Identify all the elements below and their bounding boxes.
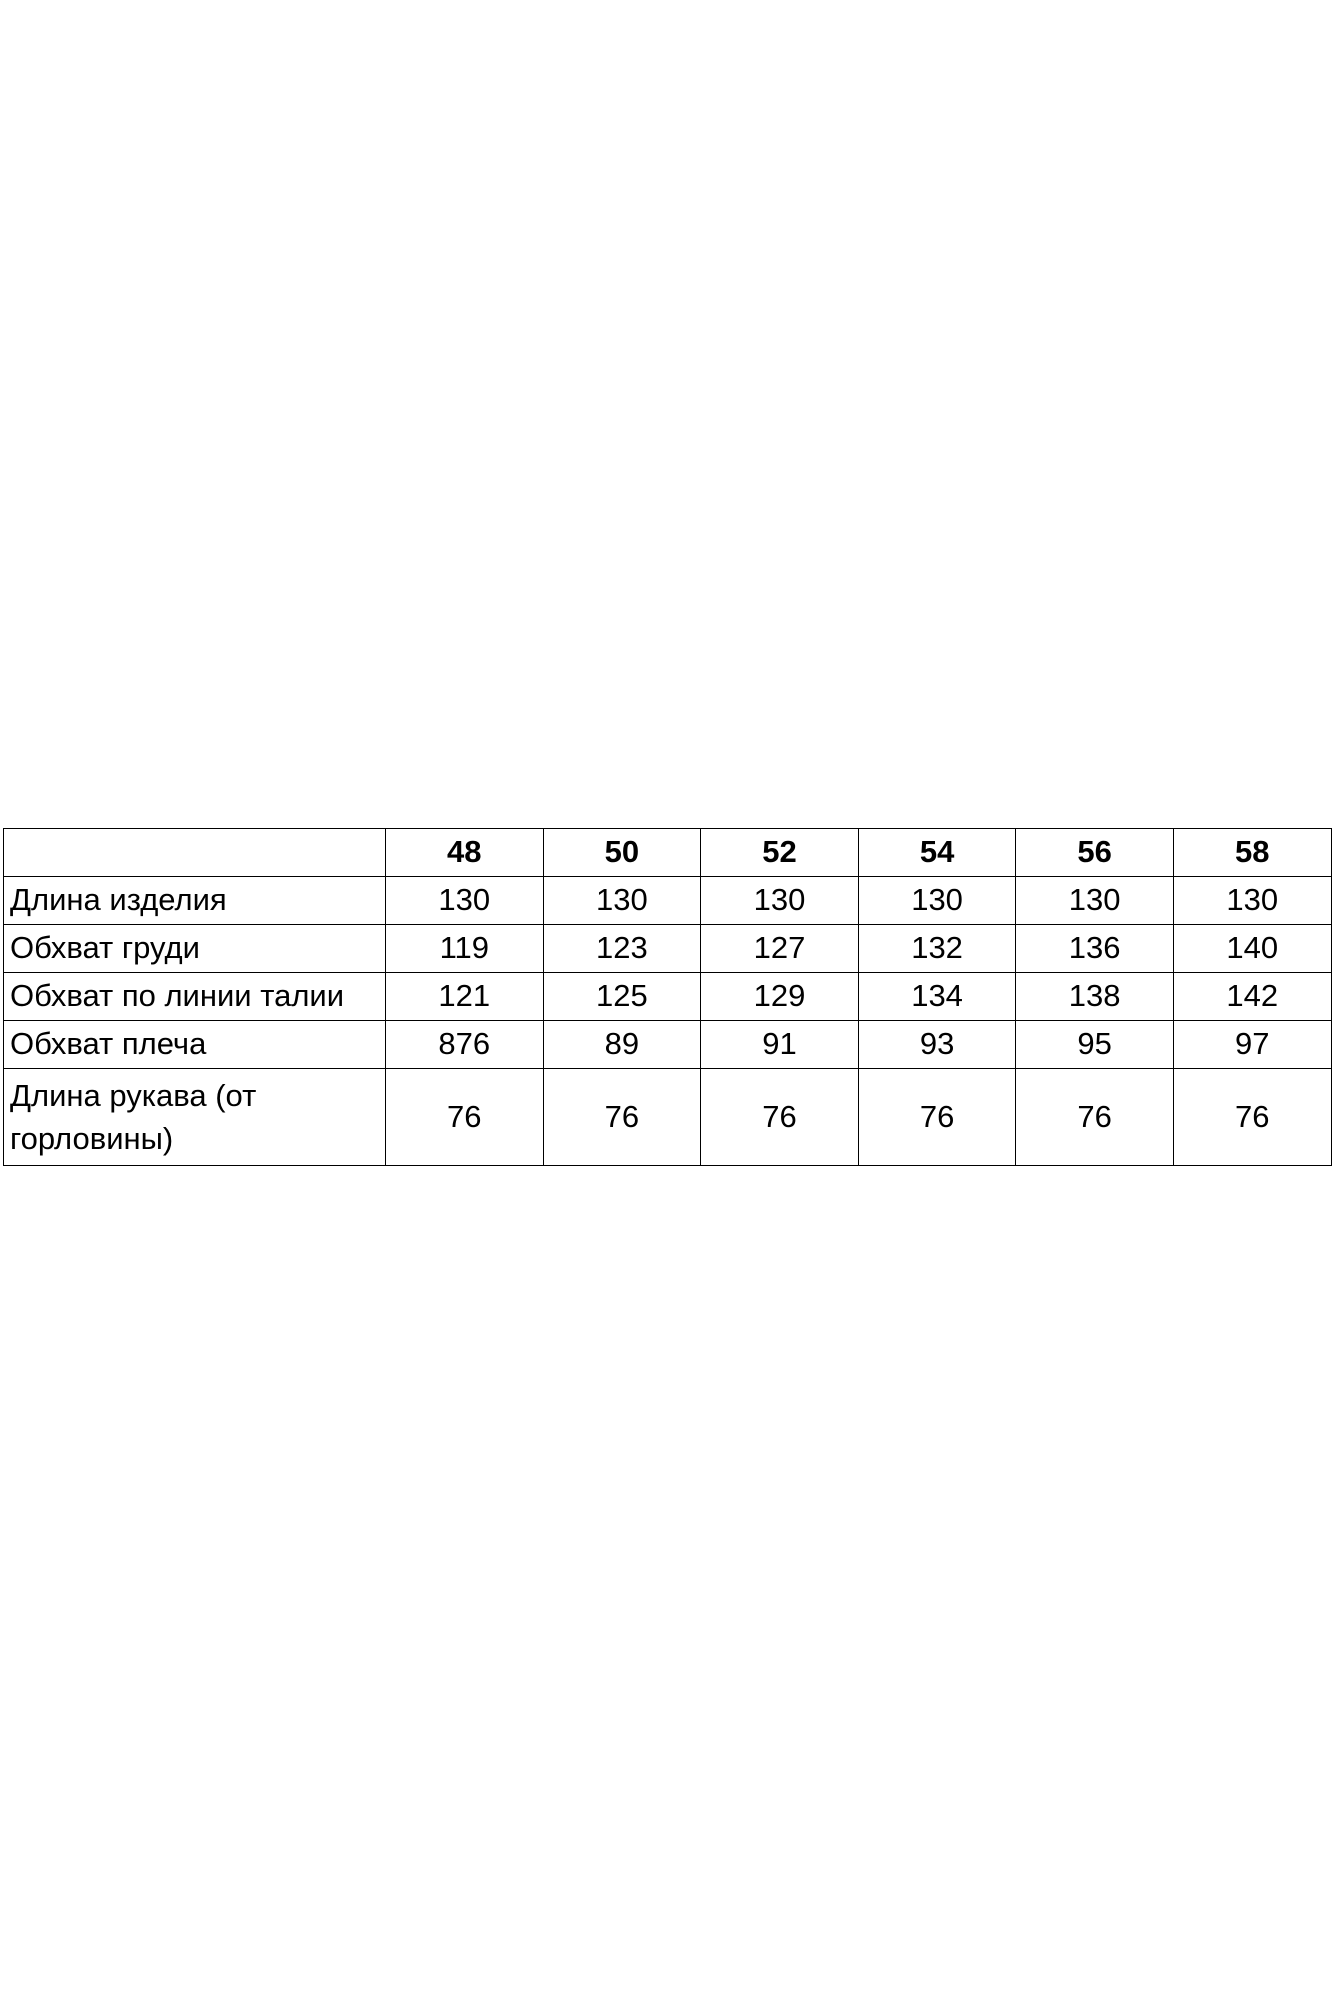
table-cell: 134 (858, 973, 1016, 1021)
header-size-cell: 48 (386, 829, 544, 877)
row-label-cell: Обхват груди (4, 925, 386, 973)
table-cell: 130 (386, 877, 544, 925)
table-cell: 97 (1173, 1021, 1331, 1069)
table-cell: 138 (1016, 973, 1174, 1021)
table-cell: 130 (1173, 877, 1331, 925)
header-size-cell: 52 (701, 829, 859, 877)
table-cell: 142 (1173, 973, 1331, 1021)
table-cell: 129 (701, 973, 859, 1021)
row-label-cell: Обхват плеча (4, 1021, 386, 1069)
header-size-cell: 54 (858, 829, 1016, 877)
table-cell: 127 (701, 925, 859, 973)
table-cell: 130 (858, 877, 1016, 925)
table-cell: 76 (1016, 1069, 1174, 1166)
table-row (4, 1069, 1332, 1166)
table-cell: 91 (701, 1021, 859, 1069)
row-label-cell: Длина рукава (от горловины) (4, 1069, 386, 1166)
table-row (4, 1021, 1332, 1069)
table-cell: 76 (1173, 1069, 1331, 1166)
table-cell: 76 (858, 1069, 1016, 1166)
header-size-cell: 58 (1173, 829, 1331, 877)
table-cell: 76 (701, 1069, 859, 1166)
row-label-cell: Длина изделия (4, 877, 386, 925)
table-cell: 121 (386, 973, 544, 1021)
size-chart-table (3, 828, 1332, 1166)
table-cell: 93 (858, 1021, 1016, 1069)
table-row (4, 973, 1332, 1021)
header-size-cell: 50 (543, 829, 701, 877)
table-cell: 130 (543, 877, 701, 925)
table-cell: 123 (543, 925, 701, 973)
table-cell: 140 (1173, 925, 1331, 973)
table-cell: 95 (1016, 1021, 1174, 1069)
table-header-row (4, 829, 1332, 877)
table-cell: 132 (858, 925, 1016, 973)
header-corner-cell (4, 829, 386, 877)
table-cell: 119 (386, 925, 544, 973)
table-cell: 130 (1016, 877, 1174, 925)
table-row (4, 925, 1332, 973)
table-cell: 130 (701, 877, 859, 925)
row-label-cell: Обхват по линии талии (4, 973, 386, 1021)
table-cell: 136 (1016, 925, 1174, 973)
table-cell: 76 (386, 1069, 544, 1166)
table-cell: 89 (543, 1021, 701, 1069)
table-cell: 876 (386, 1021, 544, 1069)
table-cell: 125 (543, 973, 701, 1021)
table-row (4, 877, 1332, 925)
header-size-cell: 56 (1016, 829, 1174, 877)
table-cell: 76 (543, 1069, 701, 1166)
